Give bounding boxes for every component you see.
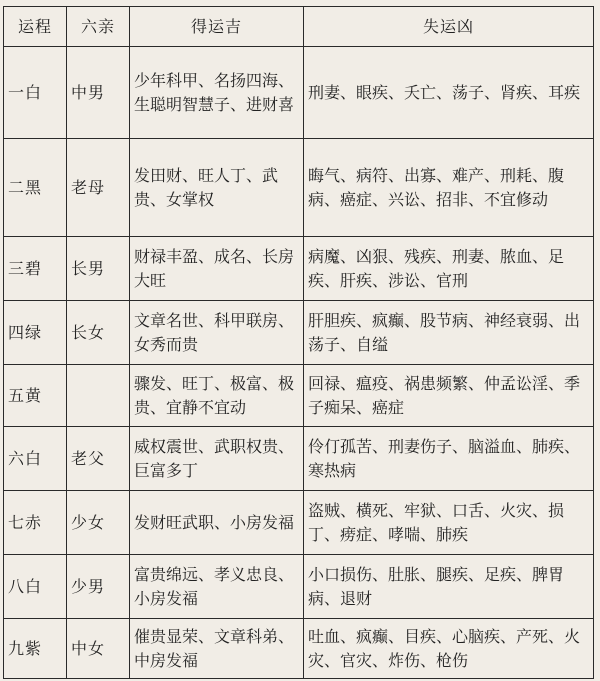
- kin-cell: 少女: [67, 491, 130, 555]
- kin-cell: 长女: [67, 301, 130, 365]
- gain-cell: 少年科甲、名扬四海、生聪明智慧子、进财喜: [130, 47, 304, 139]
- loss-cell: 盗贼、横死、牢狱、口舌、火灾、损丁、痨症、哮喘、肺疾: [304, 491, 594, 555]
- kin-cell: 长男: [67, 237, 130, 301]
- star-cell: 三碧: [4, 237, 67, 301]
- gain-cell: 催贵显荣、文章科弟、中房发福: [130, 619, 304, 679]
- loss-cell: 伶仃孤苦、刑妻伤子、脑溢血、肺疾、寒热病: [304, 427, 594, 491]
- loss-cell: 刑妻、眼疾、夭亡、荡子、肾疾、耳疾: [304, 47, 594, 139]
- header-star: 运程: [4, 7, 67, 47]
- star-cell: 九紫: [4, 619, 67, 679]
- kin-cell: 中女: [67, 619, 130, 679]
- table-row: [4, 427, 594, 491]
- fortune-table: [3, 6, 594, 679]
- star-cell: 五黄: [4, 365, 67, 427]
- star-cell: 八白: [4, 555, 67, 619]
- kin-cell: 老父: [67, 427, 130, 491]
- star-cell: 一白: [4, 47, 67, 139]
- gain-cell: 文章名世、科甲联房、女秀而贵: [130, 301, 304, 365]
- loss-cell: 肝胆疾、疯癫、股节病、神经衰弱、出荡子、自缢: [304, 301, 594, 365]
- loss-cell: 吐血、疯癫、目疾、心脑疾、产死、火灾、官灾、炸伤、枪伤: [304, 619, 594, 679]
- kin-cell: 老母: [67, 139, 130, 237]
- gain-cell: 富贵绵远、孝义忠良、小房发福: [130, 555, 304, 619]
- header-loss: 失运凶: [304, 7, 594, 47]
- table-row: [4, 237, 594, 301]
- header-gain: 得运吉: [130, 7, 304, 47]
- loss-cell: 小口损伤、肚胀、腿疾、足疾、脾胃病、退财: [304, 555, 594, 619]
- kin-cell: 中男: [67, 47, 130, 139]
- kin-cell: [67, 365, 130, 427]
- table-row: [4, 491, 594, 555]
- table-row: [4, 365, 594, 427]
- gain-cell: 发田财、旺人丁、武贵、女掌权: [130, 139, 304, 237]
- star-cell: 七赤: [4, 491, 67, 555]
- gain-cell: 威权震世、武职权贵、巨富多丁: [130, 427, 304, 491]
- star-cell: 二黑: [4, 139, 67, 237]
- star-cell: 四绿: [4, 301, 67, 365]
- table-row: [4, 301, 594, 365]
- table-row: [4, 139, 594, 237]
- table-row: [4, 555, 594, 619]
- kin-cell: 少男: [67, 555, 130, 619]
- gain-cell: 财禄丰盈、成名、长房大旺: [130, 237, 304, 301]
- table-row: [4, 619, 594, 679]
- header-kin: 六亲: [67, 7, 130, 47]
- header-row: [4, 7, 594, 47]
- gain-cell: 骤发、旺丁、极富、极贵、宜静不宜动: [130, 365, 304, 427]
- star-cell: 六白: [4, 427, 67, 491]
- gain-cell: 发财旺武职、小房发福: [130, 491, 304, 555]
- loss-cell: 晦气、病符、出寡、难产、刑耗、腹病、癌症、兴讼、招非、不宜修动: [304, 139, 594, 237]
- table-row: [4, 47, 594, 139]
- loss-cell: 病魔、凶狠、残疾、刑妻、脓血、足疾、肝疾、涉讼、官刑: [304, 237, 594, 301]
- loss-cell: 回禄、瘟疫、祸患频繁、仲孟讼淫、季子痴呆、癌症: [304, 365, 594, 427]
